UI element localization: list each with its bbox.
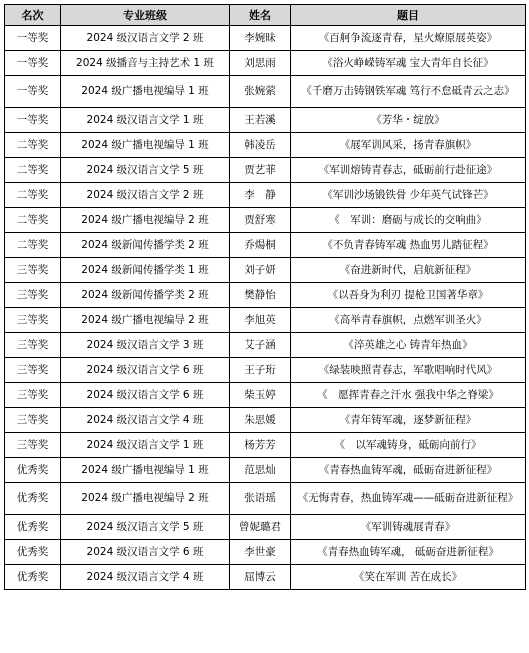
title-cell: 《青年铸军魂，逐梦新征程》: [291, 408, 526, 433]
rank-cell: 二等奖: [5, 133, 61, 158]
title-cell: 《千磨万击铸钢铁军魂 笃行不怠砥青云之志》: [291, 76, 526, 108]
name-cell: 屈博云: [230, 565, 291, 590]
class-cell: 2024 级广播电视编导 2 班: [61, 483, 230, 515]
rank-cell: 二等奖: [5, 208, 61, 233]
rank-cell: 优秀奖: [5, 565, 61, 590]
table-row: [5, 208, 526, 233]
class-cell: 2024 级汉语言文学 5 班: [61, 158, 230, 183]
title-cell: 《 以军魂铸身，砥砺向前行》: [291, 433, 526, 458]
class-cell: 2024 级广播电视编导 2 班: [61, 208, 230, 233]
rank-cell: 一等奖: [5, 76, 61, 108]
table-row: [5, 408, 526, 433]
name-cell: 李 静: [230, 183, 291, 208]
title-cell: 《芳华・绽放》: [291, 108, 526, 133]
class-cell: 2024 级汉语言文学 1 班: [61, 108, 230, 133]
name-cell: 乔煬桐: [230, 233, 291, 258]
class-cell: 2024 级汉语言文学 4 班: [61, 408, 230, 433]
class-cell: 2024 级汉语言文学 6 班: [61, 540, 230, 565]
rank-cell: 三等奖: [5, 308, 61, 333]
rank-cell: 一等奖: [5, 108, 61, 133]
title-cell: 《浴火峥嵘铸军魂 宝大青年自长征》: [291, 51, 526, 76]
name-cell: 王若溪: [230, 108, 291, 133]
table-row: [5, 51, 526, 76]
rank-cell: 优秀奖: [5, 540, 61, 565]
title-cell: 《军训熔铸青春志，砥砺前行赴征途》: [291, 158, 526, 183]
table-row: [5, 540, 526, 565]
table-row: [5, 308, 526, 333]
rank-cell: 二等奖: [5, 183, 61, 208]
class-cell: 2024 级新闻传播学类 1 班: [61, 258, 230, 283]
header-rank: 名次: [5, 5, 61, 26]
class-cell: 2024 级广播电视编导 1 班: [61, 458, 230, 483]
rank-cell: 三等奖: [5, 258, 61, 283]
rank-cell: 三等奖: [5, 408, 61, 433]
rank-cell: 一等奖: [5, 51, 61, 76]
name-cell: 刘思雨: [230, 51, 291, 76]
title-cell: 《绿装映照青春志，军歌唱响时代风》: [291, 358, 526, 383]
table-row: [5, 26, 526, 51]
class-cell: 2024 级广播电视编导 1 班: [61, 133, 230, 158]
title-cell: 《青春热血铸军魂，砥砺奋进新征程》: [291, 458, 526, 483]
table-row: [5, 483, 526, 515]
table-row: [5, 183, 526, 208]
name-cell: 樊静怡: [230, 283, 291, 308]
name-cell: 柴玉婷: [230, 383, 291, 408]
class-cell: 2024 级播音与主持艺术 1 班: [61, 51, 230, 76]
header-title: 题目: [291, 5, 526, 26]
name-cell: 李旭英: [230, 308, 291, 333]
name-cell: 韩凌岳: [230, 133, 291, 158]
rank-cell: 优秀奖: [5, 483, 61, 515]
table-row: [5, 433, 526, 458]
title-cell: 《高举青春旗帜，点燃军训圣火》: [291, 308, 526, 333]
title-cell: 《青春热血铸军魂， 砥砺奋进新征程》: [291, 540, 526, 565]
rank-cell: 优秀奖: [5, 515, 61, 540]
name-cell: 刘子妍: [230, 258, 291, 283]
class-cell: 2024 级汉语言文学 4 班: [61, 565, 230, 590]
title-cell: 《笑在军训 苦在成长》: [291, 565, 526, 590]
table-row: [5, 76, 526, 108]
name-cell: 曾妮璐君: [230, 515, 291, 540]
title-cell: 《军训沙场锻铁骨 少年英气试锋芒》: [291, 183, 526, 208]
name-cell: 贾艺菲: [230, 158, 291, 183]
name-cell: 李世豪: [230, 540, 291, 565]
rank-cell: 二等奖: [5, 233, 61, 258]
title-cell: 《以吾身为利刃 提枪卫国著华章》: [291, 283, 526, 308]
name-cell: 杨芳芳: [230, 433, 291, 458]
table-row: [5, 515, 526, 540]
awards-table: [4, 4, 526, 590]
table-row: [5, 283, 526, 308]
title-cell: 《不负青春铸军魂 热血男儿踏征程》: [291, 233, 526, 258]
rank-cell: 三等奖: [5, 358, 61, 383]
name-cell: 范思灿: [230, 458, 291, 483]
class-cell: 2024 级汉语言文学 3 班: [61, 333, 230, 358]
class-cell: 2024 级汉语言文学 5 班: [61, 515, 230, 540]
class-cell: 2024 级汉语言文学 2 班: [61, 26, 230, 51]
table-row: [5, 458, 526, 483]
class-cell: 2024 级广播电视编导 1 班: [61, 76, 230, 108]
title-cell: 《百舸争流逐青春，星火燎原展英姿》: [291, 26, 526, 51]
header-class: 专业班级: [61, 5, 230, 26]
class-cell: 2024 级汉语言文学 6 班: [61, 383, 230, 408]
title-cell: 《无悔青春，热血铸军魂——砥砺奋进新征程》: [291, 483, 526, 515]
title-cell: 《 军训：磨砺与成长的交响曲》: [291, 208, 526, 233]
table-body: [5, 26, 526, 590]
name-cell: 朱思媛: [230, 408, 291, 433]
class-cell: 2024 级新闻传播学类 2 班: [61, 233, 230, 258]
header-name: 姓名: [230, 5, 291, 26]
title-cell: 《军训铸魂展青春》: [291, 515, 526, 540]
table-row: [5, 258, 526, 283]
table-row: [5, 358, 526, 383]
title-cell: 《淬英雄之心 铸青年热血》: [291, 333, 526, 358]
title-cell: 《展军训风采，扬青春旗帜》: [291, 133, 526, 158]
name-cell: 张婉萦: [230, 76, 291, 108]
table-row: [5, 108, 526, 133]
class-cell: 2024 级新闻传播学类 2 班: [61, 283, 230, 308]
rank-cell: 三等奖: [5, 383, 61, 408]
rank-cell: 二等奖: [5, 158, 61, 183]
title-cell: 《奋进新时代，启航新征程》: [291, 258, 526, 283]
name-cell: 王子珩: [230, 358, 291, 383]
name-cell: 艾子涵: [230, 333, 291, 358]
class-cell: 2024 级汉语言文学 2 班: [61, 183, 230, 208]
class-cell: 2024 级汉语言文学 6 班: [61, 358, 230, 383]
class-cell: 2024 级广播电视编导 2 班: [61, 308, 230, 333]
header-row: [5, 5, 526, 26]
rank-cell: 三等奖: [5, 433, 61, 458]
table-row: [5, 158, 526, 183]
class-cell: 2024 级汉语言文学 1 班: [61, 433, 230, 458]
table-row: [5, 383, 526, 408]
table-row: [5, 565, 526, 590]
rank-cell: 一等奖: [5, 26, 61, 51]
table-row: [5, 133, 526, 158]
title-cell: 《 愿挥青春之汗水 强我中华之脊梁》: [291, 383, 526, 408]
rank-cell: 优秀奖: [5, 458, 61, 483]
name-cell: 张语瑶: [230, 483, 291, 515]
name-cell: 李婉昧: [230, 26, 291, 51]
rank-cell: 三等奖: [5, 333, 61, 358]
rank-cell: 三等奖: [5, 283, 61, 308]
table-row: [5, 233, 526, 258]
awards-sheet: [4, 4, 526, 590]
name-cell: 贾舒寒: [230, 208, 291, 233]
table-row: [5, 333, 526, 358]
